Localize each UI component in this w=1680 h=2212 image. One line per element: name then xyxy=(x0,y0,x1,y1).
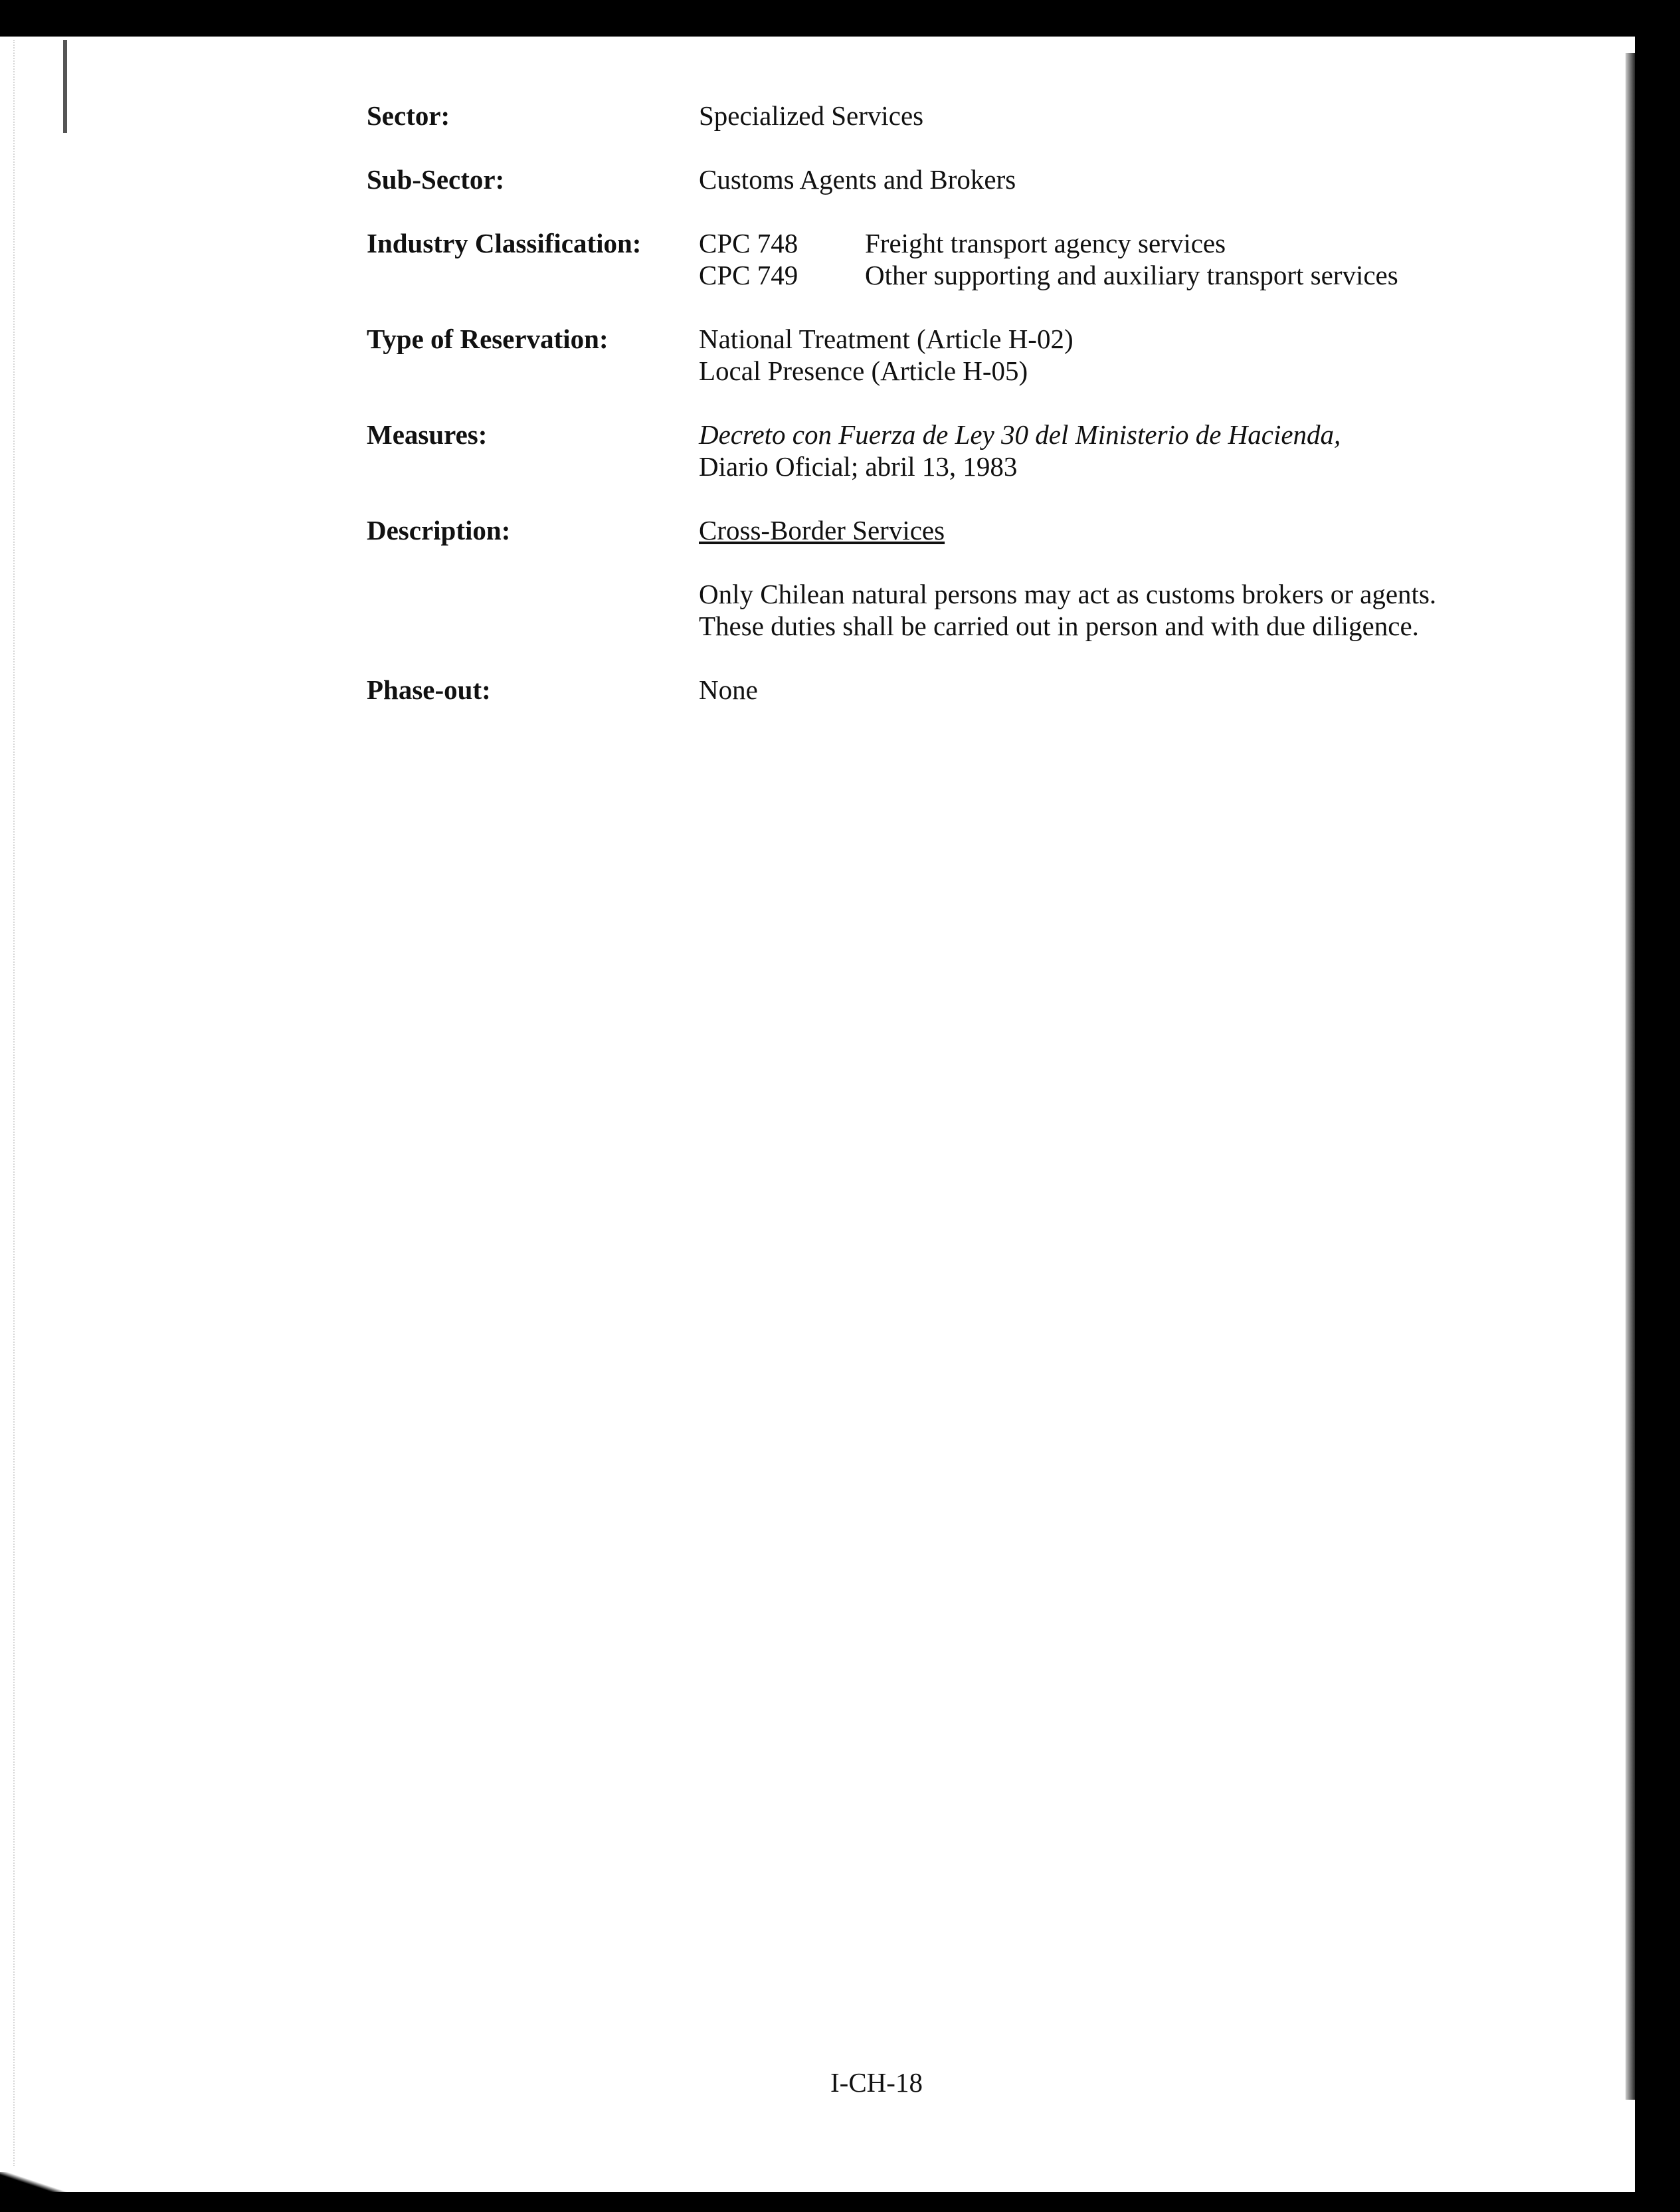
sub-sector-value: Customs Agents and Brokers xyxy=(699,164,1016,195)
description-text: Only Chilean natural persons may act as customs brokers or agents. These duties shall be carried out in person and with due diligence. xyxy=(699,579,1437,641)
scan-border-top xyxy=(0,0,1680,37)
cpc-code: CPC 749 xyxy=(699,260,798,290)
type-of-reservation-label: Type of Reservation: xyxy=(367,324,608,354)
sector-value: Specialized Services xyxy=(699,100,924,131)
description-value xyxy=(699,514,1463,642)
measure-decree: Decreto con Fuerza de Ley 30 del Ministerio de Hacienda, xyxy=(699,419,1341,450)
classification-item xyxy=(699,227,1463,259)
cpc-code: CPC 748 xyxy=(699,228,798,258)
measures-value xyxy=(699,419,1463,482)
sub-sector-row xyxy=(367,163,1463,195)
type-of-reservation-row xyxy=(367,323,1463,387)
phase-out-value: None xyxy=(699,674,758,705)
scan-corner-artifact xyxy=(0,2172,80,2199)
reservation-type-line: National Treatment (Article H-02) xyxy=(699,324,1073,354)
sub-sector-label: Sub-Sector: xyxy=(367,164,505,195)
scan-left-artifacts xyxy=(13,40,88,2166)
industry-classification-value xyxy=(699,227,1463,291)
cpc-description: Other supporting and auxiliary transport services xyxy=(865,260,1398,290)
sector-row xyxy=(367,100,1463,132)
phase-out-label: Phase-out: xyxy=(367,674,491,705)
description-heading: Cross-Border Services xyxy=(699,515,945,546)
page-number: I-CH-18 xyxy=(830,2067,923,2098)
classification-item xyxy=(699,259,1463,291)
reservation-type-line: Local Presence (Article H-05) xyxy=(699,355,1028,386)
reservation-entry xyxy=(367,100,1463,738)
measure-publication: Diario Oficial; abril 13, 1983 xyxy=(699,451,1018,482)
scan-page-edge xyxy=(1626,53,1635,2100)
scan-border-right xyxy=(1635,0,1680,2212)
scan-border-bottom xyxy=(0,2192,1680,2212)
description-label: Description: xyxy=(367,515,511,546)
cpc-description: Freight transport agency services xyxy=(865,228,1226,258)
type-of-reservation-value xyxy=(699,323,1463,387)
industry-classification-label: Industry Classification: xyxy=(367,228,642,258)
description-row xyxy=(367,514,1463,642)
measures-row xyxy=(367,419,1463,482)
measures-label: Measures: xyxy=(367,419,488,450)
sector-label: Sector: xyxy=(367,100,450,131)
phase-out-row xyxy=(367,674,1463,706)
scan-left-bar xyxy=(63,40,67,133)
industry-classification-row xyxy=(367,227,1463,291)
